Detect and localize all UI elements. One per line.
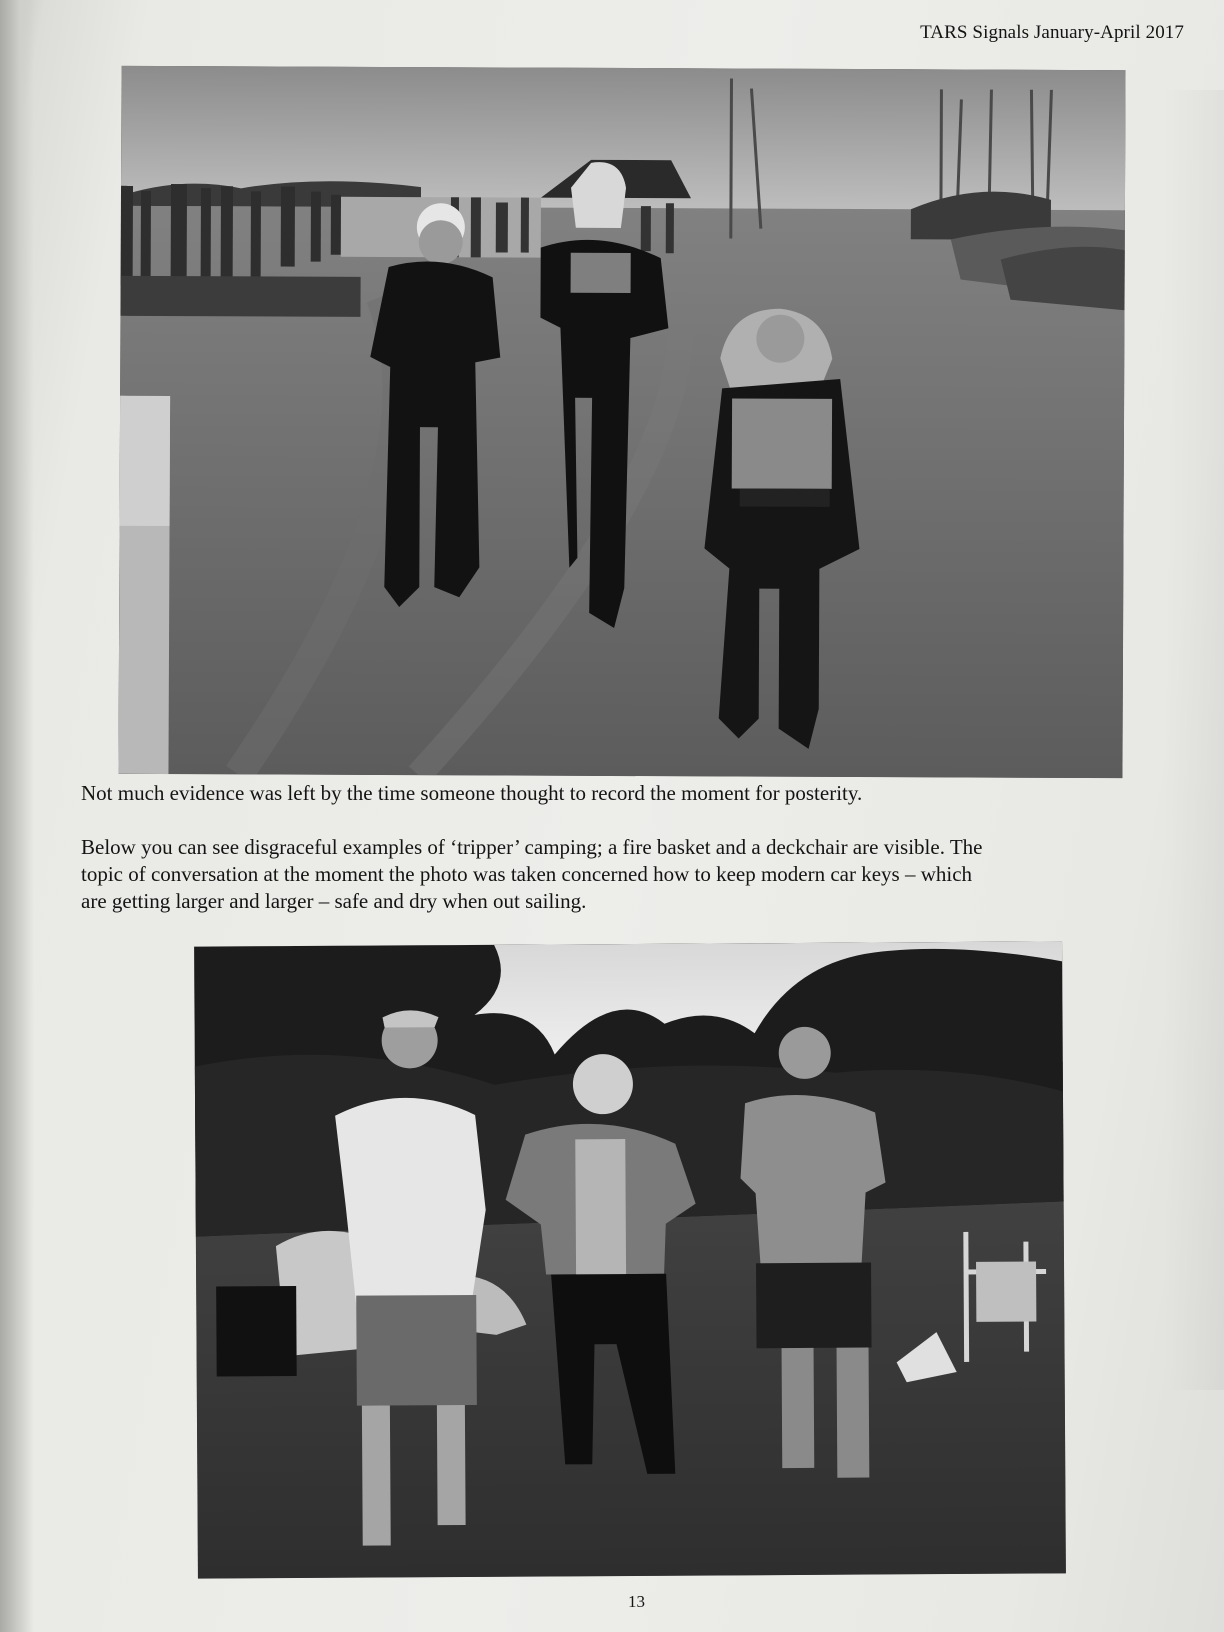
show-through-shadow [1164,90,1224,1390]
body-line: are getting larger and larger – safe and dry when out sailing. [81,889,587,913]
body-line: topic of conversation at the moment the photo was taken concerned how to keep modern car keys – which [81,862,973,886]
photo-three-men-camping-image [194,941,1066,1578]
photo-caption: Not much evidence was left by the time someone thought to record the moment for posterity. [81,781,863,805]
photo-children-slipway [118,66,1125,778]
page-spine-shadow [0,0,34,1632]
page-number: 13 [628,1592,645,1611]
body-paragraph [81,834,1186,915]
photo-three-men-camping [194,941,1066,1578]
photo-children-slipway-image [118,66,1125,778]
running-header: TARS Signals January-April 2017 [920,22,1184,43]
body-line: Below you can see disgraceful examples of ‘tripper’ camping; a fire basket and a deckchair are visible. The [81,835,983,859]
